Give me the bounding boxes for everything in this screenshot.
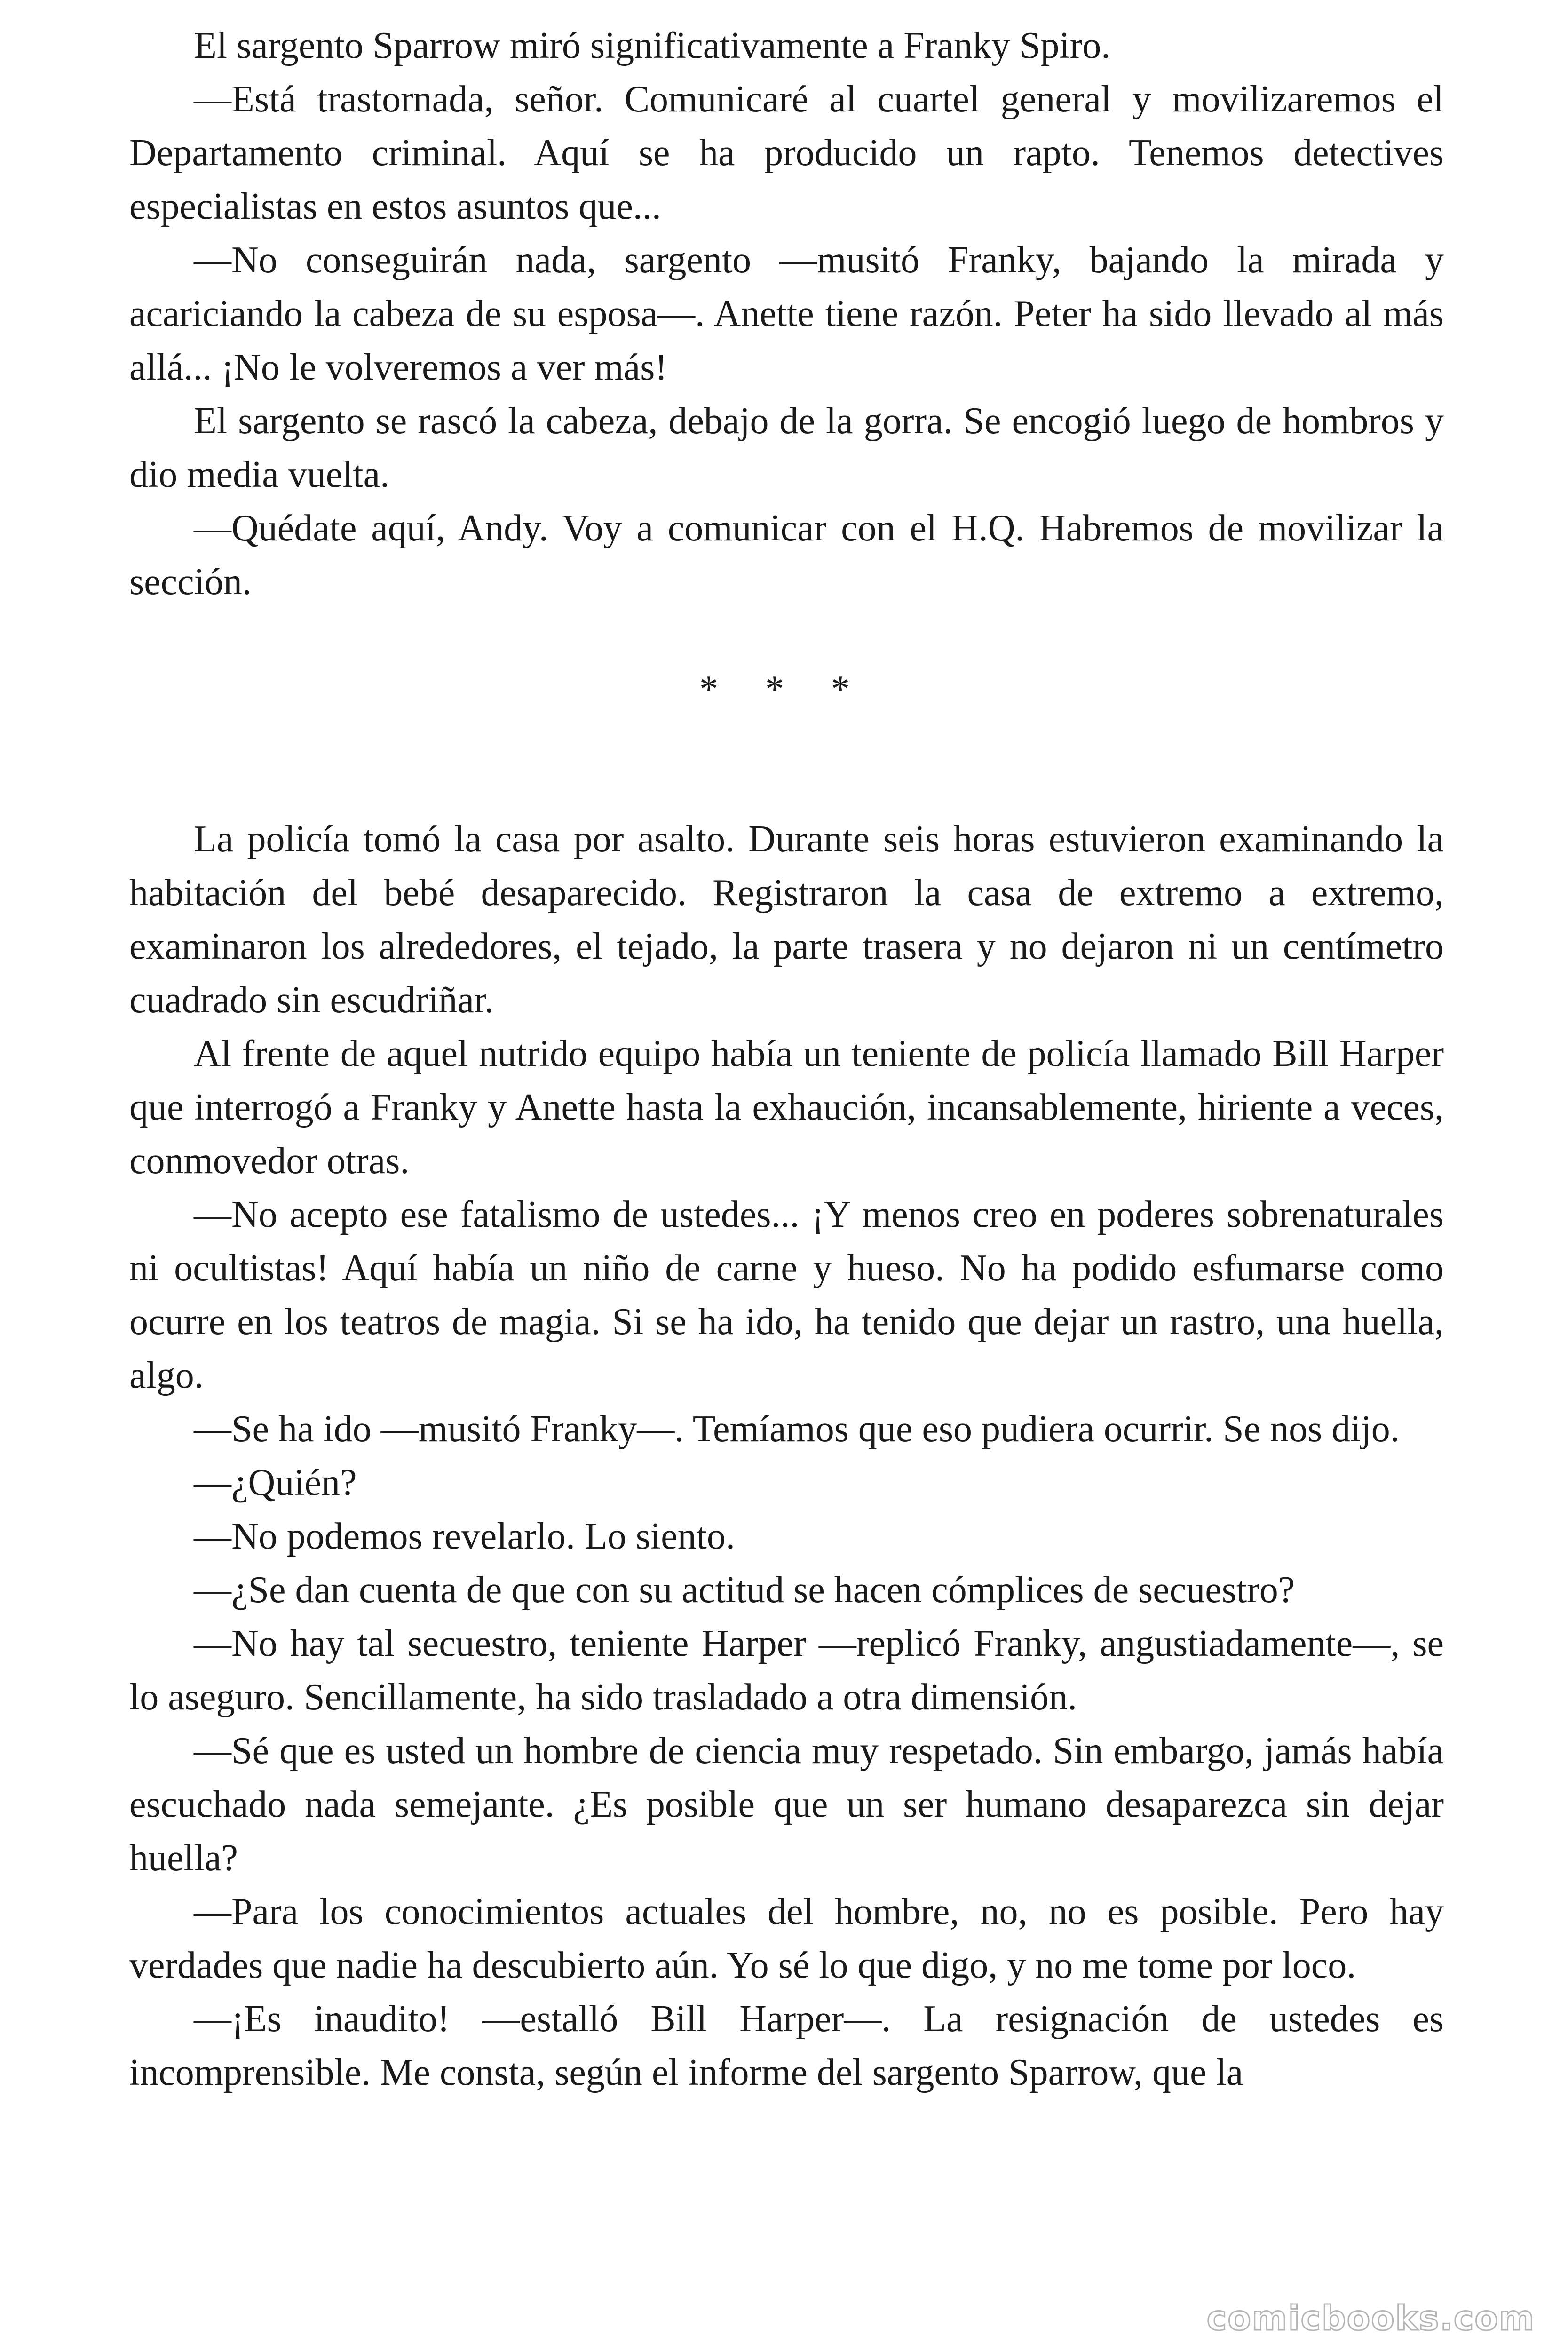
paragraph: —Se ha ido —musitó Franky—. Temíamos que eso pudiera ocurrir. Se nos dijo.	[194, 1408, 1400, 1450]
paragraph: La policía tomó la casa por asalto. Durante seis horas estuvieron examinando la habitación del bebé desaparecido. Registraron la casa de extremo a extremo, examinaron los alrededores, el tejado, la parte trasera y no dejaron ni un centímetro cuadrado sin escudriñar.	[129, 818, 1444, 1021]
paragraph: —No hay tal secuestro, teniente Harper —replicó Franky, angustiadamente—, se lo aseguro. Sencillamente, ha sido trasladado a otra dimensión.	[129, 1623, 1444, 1718]
paragraph: El sargento se rascó la cabeza, debajo de la gorra. Se encogió luego de hombros y dio media vuelta.	[129, 400, 1444, 495]
paragraph: —¿Quién?	[194, 1462, 357, 1503]
paragraph: —Sé que es usted un hombre de ciencia muy respetado. Sin embargo, jamás había escuchado nada semejante. ¿Es posible que un ser humano desaparezca sin dejar huella?	[129, 1730, 1444, 1879]
text-section-bottom	[129, 812, 1444, 2099]
paragraph: —¡Es inaudito! —estalló Bill Harper—. La resignación de ustedes es incomprensible. Me consta, según el informe del sargento Sparrow, que la	[129, 1998, 1444, 2093]
paragraph: —No podemos revelarlo. Lo siento.	[194, 1516, 735, 1557]
paragraph: —Quédate aquí, Andy. Voy a comunicar con el H.Q. Habremos de movilizar la sección.	[129, 508, 1444, 603]
section-separator: * * *	[699, 668, 869, 710]
text-section-top	[129, 19, 1444, 609]
paragraph: —No acepto ese fatalismo de ustedes... ¡Y menos creo en poderes sobrenaturales ni ocultistas! Aquí había un niño de carne y hueso. No ha podido esfumarse como ocurre en los teatros de magia. Si se ha ido, ha tenido que dejar un rastro, una huella, algo.	[129, 1194, 1444, 1396]
watermark: comicbooks.com	[1206, 2298, 1535, 2338]
paragraph: El sargento Sparrow miró significativamente a Franky Spiro.	[194, 25, 1111, 66]
paragraph: —Está trastornada, señor. Comunicaré al cuartel general y movilizaremos el Departamento criminal. Aquí se ha producido un rapto. Tenemos detectives especialistas en estos asuntos que...	[129, 79, 1444, 227]
paragraph: —No conseguirán nada, sargento —musitó Franky, bajando la mirada y acariciando la cabeza de su esposa—. Anette tiene razón. Peter ha sido llevado al más allá... ¡No le volveremos a ver más!	[129, 239, 1444, 388]
paragraph: —Para los conocimientos actuales del hombre, no, no es posible. Pero hay verdades que nadie ha descubierto aún. Yo sé lo que digo, y no me tome por loco.	[129, 1891, 1444, 1986]
paragraph: Al frente de aquel nutrido equipo había un teniente de policía llamado Bill Harper que interrogó a Franky y Anette hasta la exhaución, incansablemente, hiriente a veces, conmovedor otras.	[129, 1033, 1444, 1182]
paragraph: —¿Se dan cuenta de que con su actitud se hacen cómplices de secuestro?	[194, 1569, 1295, 1611]
